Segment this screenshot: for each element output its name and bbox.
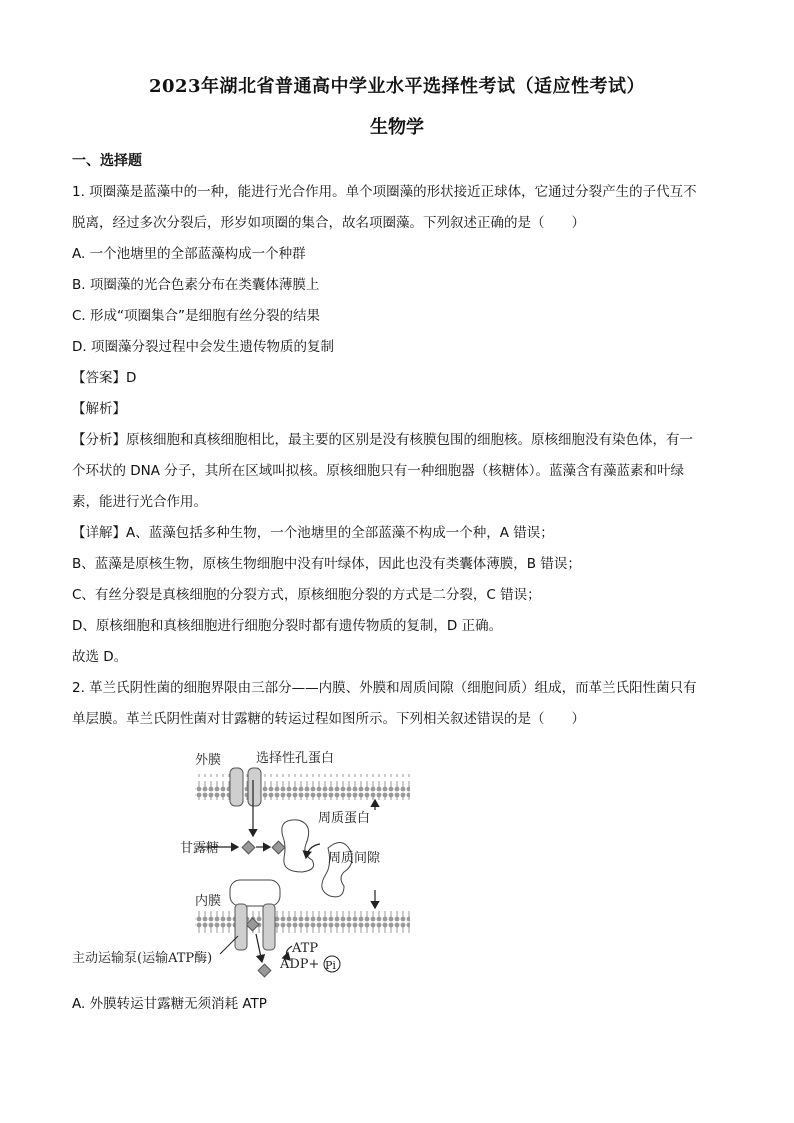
mannose-molecule-2	[272, 841, 285, 854]
transport-diagram	[70, 740, 381, 985]
label-periplasmic-protein: 周质蛋白	[318, 811, 371, 826]
label-pump: 主动运输泵(运输ATP酶)	[72, 951, 213, 966]
q1-stem-line1: 1. 项圈藻是蓝藻中的一种，能进行光合作用。单个项圈藻的形状接近正球体，它通过分裂产生的子代互不	[72, 184, 697, 200]
q1-detail-c: C、有丝分裂是真核细胞的分裂方式，原核细胞分裂的方式是二分裂，C 错误；	[72, 587, 541, 603]
q1-analysis-line2: 个环状的 DNA 分子，其所在区域叫拟核。原核细胞只有一种细胞器（核糖体）。蓝藻含有藻蓝素和叶绿	[72, 463, 685, 479]
label-porin: 选择性孔蛋白	[256, 751, 335, 766]
q1-stem-line2: 脱离，经过多次分裂后，形岁如项圈的集合，故名项圈藻。下列叙述正确的是（ ）	[72, 215, 585, 231]
subject-title: 生物学	[370, 117, 424, 138]
q1-conclusion: 故选 D。	[72, 649, 128, 665]
periplasmic-protein-1	[282, 820, 314, 872]
label-inner-membrane: 内膜	[195, 894, 222, 909]
q1-option-a: A. 一个池塘里的全部蓝藻构成一个种群	[72, 246, 306, 262]
label-atp: ATP	[292, 941, 319, 956]
section-heading: 一、选择题	[72, 153, 142, 169]
q1-detail-b: B、蓝藻是原核生物，原核生物细胞中没有叶绿体，因此也没有类囊体薄膜，B 错误；	[72, 556, 581, 572]
mannose-molecule-4	[258, 964, 271, 977]
inner-membrane	[195, 910, 410, 936]
label-adp: ADP+	[280, 957, 320, 972]
q2-stem-line1: 2. 革兰氏阴性菌的细胞界限由三部分——内膜、外膜和周质间隙（细胞间质）组成，而革兰氏阳性菌只有	[72, 680, 697, 696]
q1-analysis-label: 【解析】	[72, 401, 126, 417]
label-pi: Pi	[325, 959, 336, 972]
q1-analysis-line1: 【分析】原核细胞和真核细胞相比，最主要的区别是没有核膜包围的细胞核。原核细胞没有染色体，有一	[72, 432, 693, 448]
q1-detail-a: 【详解】A、蓝藻包括多种生物，一个池塘里的全部蓝藻不构成一个种，A 错误；	[72, 525, 554, 541]
q2-stem-line2: 单层膜。革兰氏阴性菌对甘露糖的转运过程如图所示。下列相关叙述错误的是（ ）	[72, 711, 585, 727]
q1-option-c: C. 形成“项圈集合”是细胞有丝分裂的结果	[72, 308, 320, 324]
q1-answer: 【答案】D	[72, 370, 137, 386]
label-mannose: 甘露糖	[180, 841, 220, 856]
label-outer-membrane: 外膜	[195, 753, 222, 768]
q1-analysis-line3: 素，能进行光合作用。	[72, 494, 207, 510]
q1-option-d: D. 项圈藻分裂过程中会发生遗传物质的复制	[72, 339, 334, 355]
outer-membrane	[195, 774, 410, 800]
q1-detail-d: D、原核细胞和真核细胞进行细胞分裂时都有遗传物质的复制，D 正确。	[72, 618, 503, 634]
mannose-molecule-1	[242, 841, 255, 854]
label-periplasmic-space: 周质间隙	[328, 851, 381, 866]
q1-option-b: B. 项圈藻的光合色素分布在类囊体薄膜上	[72, 277, 320, 293]
page-title: 2023年湖北省普通高中学业水平选择性考试（适应性考试）	[148, 76, 646, 97]
q2-option-a: A. 外膜转运甘露糖无须消耗 ATP	[72, 996, 267, 1012]
arrow-pump-down	[256, 934, 262, 962]
arrow-protein-cycle	[306, 844, 320, 858]
